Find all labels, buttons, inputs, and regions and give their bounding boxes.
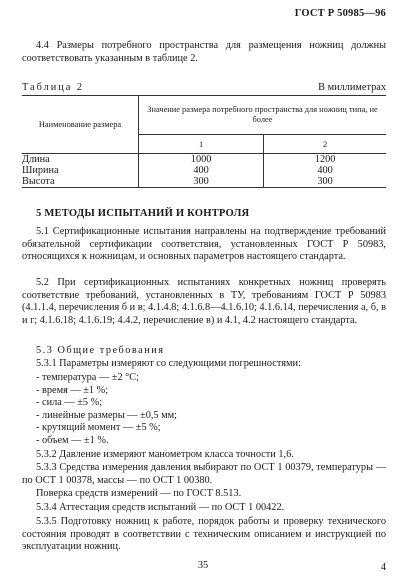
paragraph-5-3-3: 5.3.3 Средства измерения давления выбирают по ОСТ 1 00379, температуры — по ОСТ 1 00378, массы — по ОСТ 1 00380. xyxy=(22,462,386,486)
type-header-2: 2 xyxy=(264,135,386,154)
table-row-names xyxy=(22,154,139,188)
table-unit: В миллиметрах xyxy=(318,82,386,93)
tolerance-item: - объем — ±1 %. xyxy=(36,434,109,446)
paragraph-5-3-5: 5.3.5 Подготовку ножниц к работе, порядок работы и проверку технического состояния проводят в соответствии с техническим описанием и инструкцией по эксплуатации ножниц. xyxy=(22,516,386,553)
section-title: 5 МЕТОДЫ ИСПЫТАНИЙ И КОНТРОЛЯ xyxy=(36,208,250,219)
tolerance-list xyxy=(36,372,386,448)
tolerance-item: - сила — ±5 %; xyxy=(36,397,103,409)
paragraph-verification: Поверка средств измерений — по ГОСТ 8.513. xyxy=(36,488,242,499)
value-width-type-1: 400 xyxy=(193,165,209,176)
paragraph-5-3-1: 5.3.1 Параметры измеряют со следующими погрешностями: xyxy=(36,358,301,369)
column-header-name: Наименование размера xyxy=(22,96,139,154)
tolerance-item: - линейные размеры — ±0,5 мм; xyxy=(36,409,178,421)
tolerance-item: - температура — ±2 °С; xyxy=(36,372,140,383)
value-width-type-2: 400 xyxy=(317,165,333,176)
paragraph-5-3-2: 5.3.2 Давление измеряют манометром класса точности 1,6. xyxy=(36,449,294,460)
column-header-value: Значение размера потребного пространства для ножниц типа, не более xyxy=(139,96,387,135)
type-header-1: 1 xyxy=(139,135,264,154)
tolerance-item: - время — ±1 %; xyxy=(36,384,109,396)
value-length-type-2: 1200 xyxy=(314,154,336,165)
page-number-right: 4 xyxy=(380,562,386,573)
standard-header: ГОСТ Р 50985—96 xyxy=(294,8,386,19)
subsection-general-requirements: 5.3 Общие требования xyxy=(36,345,165,356)
value-length-type-1: 1000 xyxy=(190,154,212,165)
row-name-height: Высота xyxy=(22,176,55,187)
paragraph-5-1: 5.1 Сертификационные испытания направлены на подтверждение требований обязательной сертификации соответствия, установленных ГОСТ Р 50983, относящихся к ножницам, и основных параметров настоящего стандарта. xyxy=(22,226,386,263)
value-height-type-2: 300 xyxy=(317,176,333,187)
paragraph-5-3-4: 5.3.4 Аттестация средств испытаний — по ОСТ 1 00422. xyxy=(36,502,285,513)
table-caption: Таблица 2 xyxy=(22,82,85,93)
row-name-length: Длина xyxy=(22,154,50,165)
value-height-type-1: 300 xyxy=(193,176,209,187)
page-number-center: 35 xyxy=(197,560,209,571)
table-column-type-2 xyxy=(264,154,386,188)
tolerance-item: - крутящий момент — ±5 %; xyxy=(36,422,161,434)
table-column-type-1 xyxy=(139,154,264,188)
dimensions-table xyxy=(22,95,386,188)
paragraph-5-2: 5.2 При сертификационных испытаниях конкретных ножниц проверять соответствие требований, установленных в ТУ, требованиям ГОСТ Р 50983 (4.1.1.4, перечисления б и в; 4.1.4.8; 4.1.6.8—4.1.6.10; 4.1.6.14, перечисления а, б, в и г; 4.1.6.18; 4.1.6.19; 4.4.2, перечисление в) и 4.1, 4.2 настоящего стандарта. xyxy=(22,277,386,326)
row-name-width: Ширина xyxy=(22,165,59,176)
paragraph-4-4: 4.4 Размеры потребного пространства для размещения ножниц должны соответствовать указанным в таблице 2. xyxy=(22,40,386,64)
